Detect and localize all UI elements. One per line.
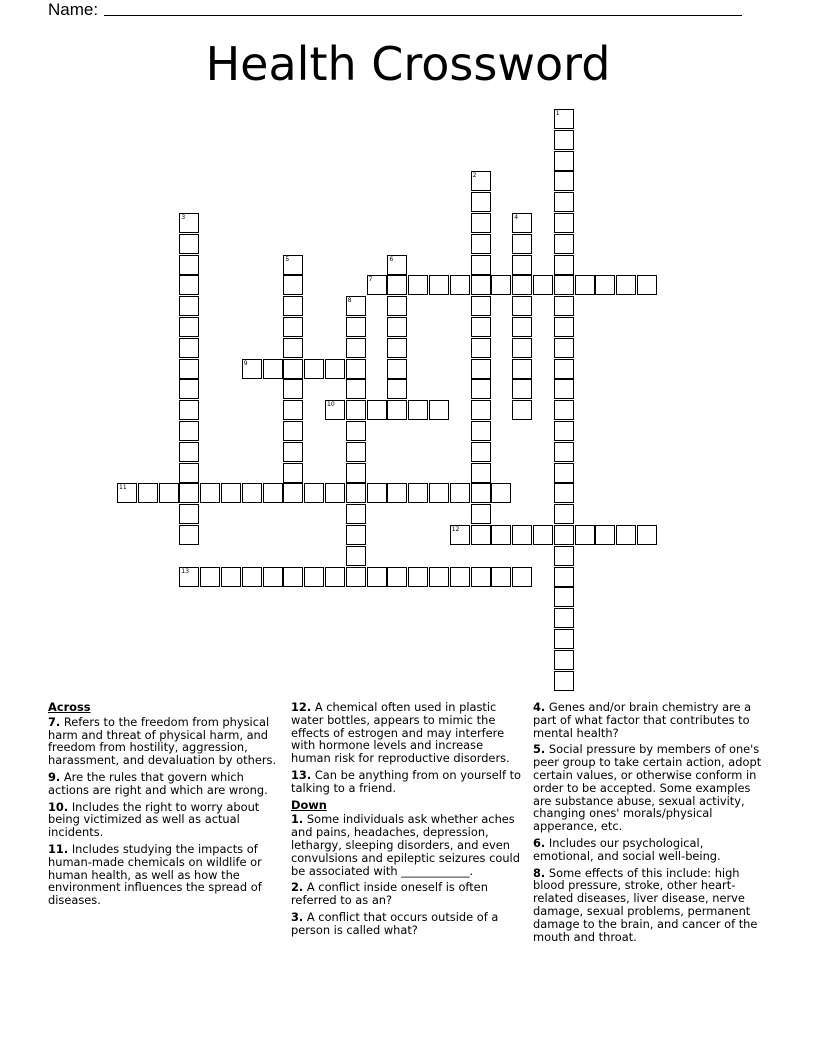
clue-number: 1 bbox=[555, 110, 560, 117]
grid-cell[interactable] bbox=[512, 255, 532, 275]
grid-cell[interactable] bbox=[471, 421, 491, 441]
clue-column-2 bbox=[291, 701, 523, 941]
grid-cell[interactable] bbox=[179, 483, 199, 503]
grid-cell[interactable] bbox=[283, 442, 303, 462]
grid-cell[interactable] bbox=[367, 275, 387, 295]
grid-cell[interactable] bbox=[346, 442, 366, 462]
grid-cell[interactable] bbox=[512, 317, 532, 337]
grid-cell[interactable] bbox=[283, 275, 303, 295]
grid-cell[interactable] bbox=[387, 567, 407, 587]
grid-cell[interactable] bbox=[242, 567, 262, 587]
grid-cell[interactable] bbox=[471, 255, 491, 275]
grid-cell[interactable] bbox=[554, 379, 574, 399]
grid-cell[interactable] bbox=[408, 567, 428, 587]
grid-cell[interactable] bbox=[242, 359, 262, 379]
grid-cell[interactable] bbox=[471, 463, 491, 483]
clue-down-2: 2. A conflict inside oneself is often referred to as an? bbox=[291, 880, 488, 908]
grid-cell[interactable] bbox=[554, 359, 574, 379]
grid-cell[interactable] bbox=[346, 546, 366, 566]
grid-cell[interactable] bbox=[471, 192, 491, 212]
grid-cell[interactable] bbox=[408, 275, 428, 295]
clue-across-10: 10. Includes the right to worry about being victimized as well as actual incidents. bbox=[48, 799, 260, 840]
grid-cell[interactable] bbox=[491, 567, 511, 587]
grid-cell[interactable] bbox=[554, 171, 574, 191]
grid-cell[interactable] bbox=[179, 525, 199, 545]
grid-cell[interactable] bbox=[471, 234, 491, 254]
grid-cell[interactable] bbox=[346, 400, 366, 420]
grid-cell[interactable] bbox=[512, 213, 532, 233]
grid-cell[interactable] bbox=[471, 213, 491, 233]
grid-cell[interactable] bbox=[450, 567, 470, 587]
grid-cell[interactable] bbox=[387, 338, 407, 358]
clue-across-9: 9. Are the rules that govern which actions are right and which are wrong. bbox=[48, 769, 268, 797]
grid-cell[interactable] bbox=[179, 567, 199, 587]
grid-cell[interactable] bbox=[346, 504, 366, 524]
clue-number: 13 bbox=[181, 567, 190, 575]
grid-cell[interactable] bbox=[283, 379, 303, 399]
grid-cell[interactable] bbox=[367, 567, 387, 587]
grid-cell[interactable] bbox=[346, 525, 366, 545]
clue-down-3: 3. A conflict that occurs outside of a person is called what? bbox=[291, 909, 499, 937]
grid-cell[interactable] bbox=[512, 359, 532, 379]
grid-cell[interactable] bbox=[554, 275, 574, 295]
grid-cell[interactable] bbox=[263, 567, 283, 587]
clue-number: 11 bbox=[119, 484, 127, 492]
clue-column-3 bbox=[533, 701, 765, 947]
clue-down-4: 4. Genes and/or brain chemistry are a part of what factor that contributes to mental health? bbox=[533, 700, 752, 740]
grid-cell[interactable] bbox=[554, 483, 574, 503]
grid-cell[interactable] bbox=[575, 275, 595, 295]
grid-cell[interactable] bbox=[554, 234, 574, 254]
clue-number: 2 bbox=[472, 172, 477, 180]
grid-cell[interactable] bbox=[471, 359, 491, 379]
grid-cell[interactable] bbox=[554, 296, 574, 316]
grid-cell[interactable] bbox=[554, 608, 574, 628]
grid-cell[interactable] bbox=[387, 400, 407, 420]
grid-cell[interactable] bbox=[450, 275, 470, 295]
down-heading: Down bbox=[291, 797, 327, 812]
grid-cell[interactable] bbox=[179, 296, 199, 316]
grid-cell[interactable] bbox=[512, 379, 532, 399]
grid-cell[interactable] bbox=[283, 421, 303, 441]
grid-cell[interactable] bbox=[471, 338, 491, 358]
grid-cell[interactable] bbox=[408, 400, 428, 420]
grid-cell[interactable] bbox=[616, 525, 636, 545]
grid-cell[interactable] bbox=[346, 567, 366, 587]
clue-number: 12 bbox=[451, 526, 460, 533]
grid-cell[interactable] bbox=[554, 213, 574, 233]
grid-cell[interactable] bbox=[471, 171, 491, 191]
grid-cell[interactable] bbox=[491, 275, 511, 295]
clue-down-8: 8. Some effects of this include: high blood pressure, stroke, other heart-related diseases, liver disease, nerve damage, sexual problems, permanent damage to the brain, and cancer of the mouth and throat. bbox=[533, 865, 758, 944]
grid-cell[interactable] bbox=[554, 109, 574, 129]
grid-cell[interactable] bbox=[554, 421, 574, 441]
grid-cell[interactable] bbox=[554, 567, 574, 587]
grid-cell[interactable] bbox=[242, 483, 262, 503]
grid-cell[interactable] bbox=[429, 483, 449, 503]
grid-cell[interactable] bbox=[117, 483, 137, 503]
grid-cell[interactable] bbox=[512, 296, 532, 316]
name-label: Name: bbox=[48, 0, 99, 19]
grid-cell[interactable] bbox=[283, 463, 303, 483]
grid-cell[interactable] bbox=[637, 275, 657, 295]
grid-cell[interactable] bbox=[491, 483, 511, 503]
grid-cell[interactable] bbox=[367, 400, 387, 420]
grid-cell[interactable] bbox=[512, 525, 532, 545]
grid-cell[interactable] bbox=[408, 483, 428, 503]
grid-cell[interactable] bbox=[325, 400, 345, 420]
grid-cell[interactable] bbox=[346, 338, 366, 358]
grid-cell[interactable] bbox=[533, 525, 553, 545]
grid-cell[interactable] bbox=[512, 338, 532, 358]
clue-number: 8 bbox=[347, 297, 352, 305]
grid-cell[interactable] bbox=[450, 483, 470, 503]
clue-across-12: 12. A chemical often used in plastic water bottles, appears to mimic the effects of estrogen and may interfere with hormone levels and increase human risk for reproductive disorders. bbox=[291, 700, 510, 766]
grid-cell[interactable] bbox=[387, 379, 407, 399]
grid-cell[interactable] bbox=[283, 317, 303, 337]
grid-cell[interactable] bbox=[471, 504, 491, 524]
grid-cell[interactable] bbox=[471, 379, 491, 399]
grid-cell[interactable] bbox=[263, 359, 283, 379]
grid-cell[interactable] bbox=[179, 463, 199, 483]
clue-down-1: 1. Some individuals ask whether aches and pains, headaches, depression, lethargy, sleeping disorders, and even convulsions and epileptic seizures could be associated with ____________. bbox=[291, 812, 520, 878]
grid-cell[interactable] bbox=[179, 234, 199, 254]
grid-cell[interactable] bbox=[346, 317, 366, 337]
grid-cell[interactable] bbox=[200, 567, 220, 587]
grid-cell[interactable] bbox=[304, 483, 324, 503]
grid-cell[interactable] bbox=[554, 130, 574, 150]
grid-cell[interactable] bbox=[346, 463, 366, 483]
clue-across-11: 11. Includes studying the impacts of human-made chemicals on wildlife or human health, as well as how the environment influences the spread of diseases. bbox=[48, 841, 262, 908]
grid-cell[interactable] bbox=[387, 275, 407, 295]
page-title: Health Crossword bbox=[205, 37, 611, 91]
grid-cell[interactable] bbox=[346, 483, 366, 503]
grid-cell[interactable] bbox=[221, 483, 241, 503]
grid-cell[interactable] bbox=[179, 400, 199, 420]
grid-cell[interactable] bbox=[387, 317, 407, 337]
grid-cell[interactable] bbox=[346, 296, 366, 316]
clue-across-13: 13. Can be anything from on yourself to talking to a friend. bbox=[291, 767, 522, 795]
clue-number: 9 bbox=[243, 359, 248, 367]
grid-cell[interactable] bbox=[595, 275, 615, 295]
clue-down-6: 6. Includes our psychological, emotional, and social well-being. bbox=[533, 835, 721, 863]
grid-cell[interactable] bbox=[637, 525, 657, 545]
grid-cell[interactable] bbox=[325, 567, 345, 587]
grid-cell[interactable] bbox=[471, 567, 491, 587]
grid-cell[interactable] bbox=[159, 483, 179, 503]
grid-cell[interactable] bbox=[554, 338, 574, 358]
grid-cell[interactable] bbox=[179, 338, 199, 358]
grid-cell[interactable] bbox=[325, 359, 345, 379]
grid-cell[interactable] bbox=[283, 483, 303, 503]
grid-cell[interactable] bbox=[554, 504, 574, 524]
clue-number: 7 bbox=[368, 276, 373, 284]
grid-cell[interactable] bbox=[471, 442, 491, 462]
clue-number: 10 bbox=[327, 401, 335, 409]
clue-number: 6 bbox=[389, 255, 394, 263]
grid-cell[interactable] bbox=[491, 525, 511, 545]
grid-cell[interactable] bbox=[554, 650, 574, 670]
grid-cell[interactable] bbox=[200, 483, 220, 503]
grid-cell[interactable] bbox=[263, 483, 283, 503]
grid-cell[interactable] bbox=[387, 483, 407, 503]
grid-cell[interactable] bbox=[179, 359, 199, 379]
grid-cell[interactable] bbox=[283, 255, 303, 275]
grid-cell[interactable] bbox=[325, 483, 345, 503]
clue-number: 4 bbox=[514, 214, 519, 221]
grid-cell[interactable] bbox=[283, 296, 303, 316]
grid-cell[interactable] bbox=[554, 317, 574, 337]
grid-cell[interactable] bbox=[179, 213, 199, 233]
grid-cell[interactable] bbox=[429, 567, 449, 587]
clue-number: 5 bbox=[285, 255, 290, 263]
grid-cell[interactable] bbox=[304, 359, 324, 379]
grid-cell[interactable] bbox=[471, 317, 491, 337]
grid-cell[interactable] bbox=[283, 359, 303, 379]
grid-cell[interactable] bbox=[367, 483, 387, 503]
grid-cell[interactable] bbox=[387, 296, 407, 316]
clue-number: 3 bbox=[181, 214, 186, 221]
grid-cell[interactable] bbox=[471, 275, 491, 295]
grid-cell[interactable] bbox=[283, 338, 303, 358]
grid-cell[interactable] bbox=[221, 567, 241, 587]
clue-column-1 bbox=[48, 701, 280, 911]
grid-cell[interactable] bbox=[387, 255, 407, 275]
grid-cell[interactable] bbox=[512, 234, 532, 254]
grid-cell[interactable] bbox=[138, 483, 158, 503]
grid-cell[interactable] bbox=[283, 400, 303, 420]
grid-cell[interactable] bbox=[471, 483, 491, 503]
grid-cell[interactable] bbox=[179, 442, 199, 462]
grid-cell[interactable] bbox=[512, 275, 532, 295]
grid-cell[interactable] bbox=[595, 525, 615, 545]
grid-cell[interactable] bbox=[346, 359, 366, 379]
clue-across-7: 7. Refers to the freedom from physical harm and threat of physical harm, and freedom from hostility, aggression, harassment, and devaluation by others. bbox=[48, 714, 277, 768]
across-heading: Across bbox=[48, 700, 91, 714]
grid-cell[interactable] bbox=[471, 525, 491, 545]
grid-cell[interactable] bbox=[429, 275, 449, 295]
grid-cell[interactable] bbox=[283, 567, 303, 587]
grid-cell[interactable] bbox=[554, 629, 574, 649]
grid-cell[interactable] bbox=[512, 567, 532, 587]
grid-cell[interactable] bbox=[179, 255, 199, 275]
grid-cell[interactable] bbox=[554, 255, 574, 275]
grid-cell[interactable] bbox=[179, 504, 199, 524]
grid-cell[interactable] bbox=[533, 275, 553, 295]
clue-down-5: 5. Social pressure by members of one's peer group to take certain action, adopt certain values, or otherwise conform in order to be accepted. Some examples are substance abuse, sexual activity, changing ones' morals/physical apperance, etc. bbox=[533, 742, 762, 834]
grid-cell[interactable] bbox=[346, 379, 366, 399]
grid-cell[interactable] bbox=[554, 546, 574, 566]
grid-cell[interactable] bbox=[179, 275, 199, 295]
grid-cell[interactable] bbox=[616, 275, 636, 295]
grid-cell[interactable] bbox=[304, 567, 324, 587]
grid-cell[interactable] bbox=[554, 442, 574, 462]
grid-cell[interactable] bbox=[179, 379, 199, 399]
grid-cell[interactable] bbox=[471, 296, 491, 316]
grid-cell[interactable] bbox=[554, 192, 574, 212]
grid-cell[interactable] bbox=[179, 421, 199, 441]
grid-cell[interactable] bbox=[512, 400, 532, 420]
grid-cell[interactable] bbox=[554, 671, 574, 691]
grid-cell[interactable] bbox=[554, 400, 574, 420]
grid-cell[interactable] bbox=[450, 525, 470, 545]
grid-cell[interactable] bbox=[575, 525, 595, 545]
grid-cell[interactable] bbox=[387, 359, 407, 379]
grid-cell[interactable] bbox=[554, 463, 574, 483]
grid-cell[interactable] bbox=[554, 525, 574, 545]
grid-cell[interactable] bbox=[179, 317, 199, 337]
grid-cell[interactable] bbox=[554, 151, 574, 171]
grid-cell[interactable] bbox=[554, 587, 574, 607]
grid-cell[interactable] bbox=[346, 421, 366, 441]
grid-cell[interactable] bbox=[429, 400, 449, 420]
grid-cell[interactable] bbox=[471, 400, 491, 420]
